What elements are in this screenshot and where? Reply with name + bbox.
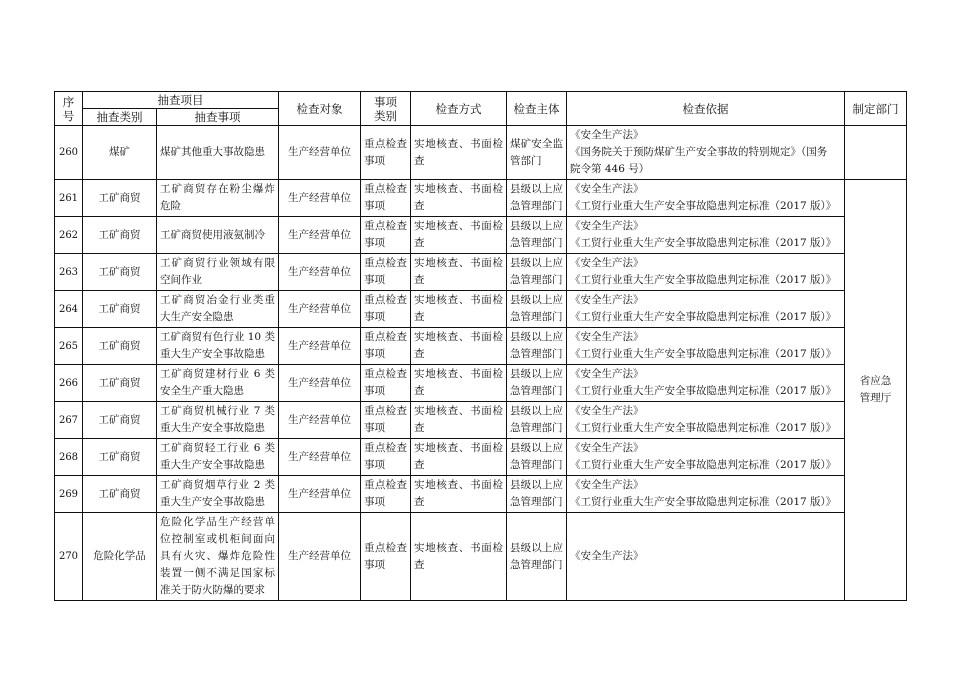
seq-header: [55, 92, 83, 126]
type-header-bottom: 类别: [374, 108, 397, 123]
basis-line: 院令第 446 号）: [570, 163, 650, 175]
row-category: 工矿商贸: [83, 291, 157, 328]
row-type: 重点检查事项: [361, 180, 411, 217]
row-matter: 危险化学品生产经营单位控制室或机柜间面向具有火灾、爆炸危险性装置一侧不满足国家标准关于防火防爆的要求: [157, 513, 279, 601]
basis-line: 《工贸行业重大生产安全事故隐患判定标准（2017 版）》: [570, 385, 837, 397]
type-header-top: 事项: [374, 94, 397, 109]
table-row: [55, 439, 907, 476]
row-type: 重点检查事项: [361, 402, 411, 439]
row-subject: 县级以上应急管理部门: [507, 365, 567, 402]
row-subject: 县级以上应急管理部门: [507, 254, 567, 291]
table-row: [55, 180, 907, 217]
row-number: 261: [55, 180, 83, 217]
row-subject: 县级以上应急管理部门: [507, 476, 567, 513]
row-target: 生产经营单位: [279, 365, 361, 402]
table-row: [55, 328, 907, 365]
basis-line: 《安全生产法》: [570, 331, 644, 343]
row-number: 263: [55, 254, 83, 291]
row-subject: 县级以上应急管理部门: [507, 217, 567, 254]
basis-line: 《安全生产法》: [570, 442, 644, 454]
row-basis: [567, 402, 845, 439]
row-category: 煤矿: [83, 126, 157, 180]
row-matter: 工矿商贸建材行业 6 类安全生产重大隐患: [157, 365, 279, 402]
dept-line: 管理厅: [859, 392, 892, 404]
row-basis: [567, 439, 845, 476]
subject-header: 检查主体: [507, 92, 567, 126]
row-basis: [567, 217, 845, 254]
row-subject: 县级以上应急管理部门: [507, 439, 567, 476]
row-matter: 工矿商贸机械行业 7 类重大生产安全事故隐患: [157, 402, 279, 439]
row-basis: [567, 476, 845, 513]
row-number: 264: [55, 291, 83, 328]
row-target: 生产经营单位: [279, 476, 361, 513]
row-target: 生产经营单位: [279, 126, 361, 180]
seq-header-top: 序: [62, 94, 75, 109]
basis-line: 《安全生产法》: [570, 294, 644, 306]
row-matter: 工矿商贸冶金行业类重大生产安全隐患: [157, 291, 279, 328]
row-method: 实地核查、书面检查: [411, 291, 507, 328]
row-number: 266: [55, 365, 83, 402]
row-type: 重点检查事项: [361, 476, 411, 513]
dept-cell: [845, 180, 907, 601]
row-number: 270: [55, 513, 83, 601]
row-type: 重点检查事项: [361, 254, 411, 291]
basis-line: 《工贸行业重大生产安全事故隐患判定标准（2017 版）》: [570, 311, 837, 323]
matter-header: 抽查事项: [157, 109, 279, 126]
basis-line: 《工贸行业重大生产安全事故隐患判定标准（2017 版）》: [570, 237, 837, 249]
row-subject: 县级以上应急管理部门: [507, 328, 567, 365]
row-method: 实地核查、书面检查: [411, 180, 507, 217]
basis-header: 检查依据: [567, 92, 845, 126]
row-category: 工矿商贸: [83, 254, 157, 291]
basis-line: 《工贸行业重大生产安全事故隐患判定标准（2017 版）》: [570, 422, 837, 434]
row-type: 重点检查事项: [361, 365, 411, 402]
row-matter: 工矿商贸使用液氨制冷: [157, 217, 279, 254]
basis-line: 《工贸行业重大生产安全事故隐患判定标准（2017 版）》: [570, 200, 837, 212]
table-row: [55, 291, 907, 328]
item-group-header: 抽查项目: [83, 92, 279, 109]
row-method: 实地核查、书面检查: [411, 254, 507, 291]
table-row: [55, 254, 907, 291]
basis-line: 《国务院关于预防煤矿生产安全事故的特别规定》（国务: [570, 146, 828, 158]
row-category: 工矿商贸: [83, 217, 157, 254]
row-subject: 县级以上应急管理部门: [507, 513, 567, 601]
target-header: 检查对象: [279, 92, 361, 126]
row-matter: 工矿商贸有色行业 10 类重大生产安全事故隐患: [157, 328, 279, 365]
row-number: 260: [55, 126, 83, 180]
row-basis: [567, 365, 845, 402]
row-target: 生产经营单位: [279, 402, 361, 439]
row-target: 生产经营单位: [279, 291, 361, 328]
row-number: 267: [55, 402, 83, 439]
row-type: 重点检查事项: [361, 513, 411, 601]
row-number: 265: [55, 328, 83, 365]
row-matter: 工矿商贸轻工行业 6 类重大生产安全事故隐患: [157, 439, 279, 476]
table-row: [55, 365, 907, 402]
basis-line: 《安全生产法》: [570, 479, 644, 491]
basis-line: 《安全生产法》: [570, 405, 644, 417]
row-basis: [567, 328, 845, 365]
row-target: 生产经营单位: [279, 254, 361, 291]
row-matter: 工矿商贸烟草行业 2 类重大生产安全事故隐患: [157, 476, 279, 513]
type-header: [361, 92, 411, 126]
table-row: [55, 513, 907, 601]
row-category: 工矿商贸: [83, 328, 157, 365]
row-target: 生产经营单位: [279, 180, 361, 217]
row-method: 实地核查、书面检查: [411, 513, 507, 601]
row-type: 重点检查事项: [361, 439, 411, 476]
row-number: 269: [55, 476, 83, 513]
row-basis: [567, 180, 845, 217]
row-number: 262: [55, 217, 83, 254]
dept-header: 制定部门: [845, 92, 907, 126]
category-header: 抽查类别: [83, 109, 157, 126]
row-basis: [567, 126, 845, 180]
row-type: 重点检查事项: [361, 217, 411, 254]
row-type: 重点检查事项: [361, 126, 411, 180]
basis-line: 《安全生产法》: [570, 257, 644, 269]
row-method: 实地核查、书面检查: [411, 365, 507, 402]
basis-line: 《安全生产法》: [570, 368, 644, 380]
row-type: 重点检查事项: [361, 291, 411, 328]
row-method: 实地核查、书面检查: [411, 439, 507, 476]
row-matter: 煤矿其他重大事故隐患: [157, 126, 279, 180]
table-row: [55, 402, 907, 439]
basis-line: 《工贸行业重大生产安全事故隐患判定标准（2017 版）》: [570, 348, 837, 360]
method-header: 检查方式: [411, 92, 507, 126]
row-method: 实地核查、书面检查: [411, 402, 507, 439]
basis-line: 《安全生产法》: [570, 550, 644, 562]
row-basis: [567, 291, 845, 328]
row-category: 工矿商贸: [83, 180, 157, 217]
row-subject: 县级以上应急管理部门: [507, 291, 567, 328]
row-category: 工矿商贸: [83, 476, 157, 513]
row-method: 实地核查、书面检查: [411, 476, 507, 513]
header-row-1: [55, 92, 907, 109]
inspection-table: [54, 91, 907, 601]
row-target: 生产经营单位: [279, 513, 361, 601]
basis-line: 《工贸行业重大生产安全事故隐患判定标准（2017 版）》: [570, 274, 837, 286]
row-method: 实地核查、书面检查: [411, 126, 507, 180]
table-row: [55, 217, 907, 254]
row-target: 生产经营单位: [279, 217, 361, 254]
basis-line: 《工贸行业重大生产安全事故隐患判定标准（2017 版）》: [570, 496, 837, 508]
row-type: 重点检查事项: [361, 328, 411, 365]
table-row: [55, 126, 907, 180]
row-target: 生产经营单位: [279, 328, 361, 365]
basis-line: 《工贸行业重大生产安全事故隐患判定标准（2017 版）》: [570, 459, 837, 471]
row-subject: 县级以上应急管理部门: [507, 180, 567, 217]
row-category: 危险化学品: [83, 513, 157, 601]
dept-empty-cell: [845, 126, 907, 180]
basis-line: 《安全生产法》: [570, 183, 644, 195]
row-category: 工矿商贸: [83, 439, 157, 476]
row-matter: 工矿商贸行业领域有限空间作业: [157, 254, 279, 291]
row-method: 实地核查、书面检查: [411, 328, 507, 365]
row-number: 268: [55, 439, 83, 476]
seq-header-bottom: 号: [62, 108, 75, 123]
row-subject: 煤矿安全监管部门: [507, 126, 567, 180]
basis-line: 《安全生产法》: [570, 129, 644, 141]
table-row: [55, 476, 907, 513]
row-target: 生产经营单位: [279, 439, 361, 476]
row-basis: [567, 254, 845, 291]
row-matter: 工矿商贸存在粉尘爆炸危险: [157, 180, 279, 217]
dept-line: 省应急: [859, 375, 892, 387]
row-category: 工矿商贸: [83, 402, 157, 439]
row-subject: 县级以上应急管理部门: [507, 402, 567, 439]
row-basis: [567, 513, 845, 601]
row-method: 实地核查、书面检查: [411, 217, 507, 254]
basis-line: 《安全生产法》: [570, 220, 644, 232]
row-category: 工矿商贸: [83, 365, 157, 402]
